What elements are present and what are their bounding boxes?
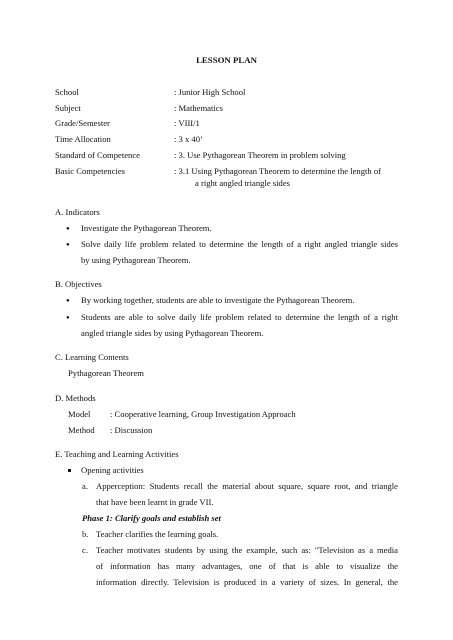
section-d-heading: D. Methods xyxy=(55,393,96,403)
section-a-heading: A. Indicators xyxy=(55,207,100,217)
section-e-heading: E. Teaching and Learning Activities xyxy=(55,449,179,459)
info-value-grade: : VIII/1 xyxy=(174,118,200,128)
info-value-time: : 3 x 40’ xyxy=(174,134,203,144)
item-c-line3: information directly. Television is produced in a variety of sizes. In general, the xyxy=(96,577,398,587)
info-label-grade: Grade/Semester xyxy=(55,118,110,128)
info-label-standard: Standard of Competence xyxy=(55,150,140,160)
info-label-time: Time Allocation xyxy=(55,134,111,144)
item-a-line2: that have been learnt in grade VII. xyxy=(96,497,214,507)
section-b-heading: B. Objectives xyxy=(55,279,102,289)
page-title: LESSON PLAN xyxy=(196,55,257,65)
method-method-label: Method xyxy=(68,425,95,435)
item-a-marker: a. xyxy=(82,481,88,491)
item-b-text: Teacher clarifies the learning goals. xyxy=(96,529,219,539)
info-value-basic-cont: a right angled triangle sides xyxy=(195,178,290,188)
item-a-line1: Apperception: Students recall the material about square, square root, and triangle xyxy=(96,481,398,491)
item-c-line1: Teacher motivates students by using the example, such as: "Television as a media xyxy=(96,545,398,555)
indicator-item-2-line2: by using Pythagorean Theorem. xyxy=(81,255,191,265)
item-c-marker: c. xyxy=(82,545,88,555)
item-b-marker: b. xyxy=(82,529,89,539)
opening-activities: Opening activities xyxy=(81,465,144,475)
info-value-basic: : 3.1 Using Pythagorean Theorem to determine the length of xyxy=(174,166,381,176)
method-model-value: : Cooperative learning, Group Investigation Approach xyxy=(110,409,296,419)
info-value-school: : Junior High School xyxy=(174,87,246,97)
learning-content: Pythagorean Theorem xyxy=(68,368,144,378)
bullet-icon: ● xyxy=(66,298,70,304)
bullet-icon: ● xyxy=(66,315,70,321)
bullet-icon: ● xyxy=(66,242,70,248)
info-value-subject: : Mathematics xyxy=(174,103,223,113)
indicator-item-2-line1: Solve daily life problem related to determine the length of a right angled triangle sides xyxy=(81,239,398,249)
info-label-basic: Basic Competencies xyxy=(55,166,125,176)
objective-item-2-line1: Students are able to solve daily life problem related to determine the length of a right xyxy=(81,312,398,322)
info-value-standard: : 3. Use Pythagorean Theorem in problem solving xyxy=(174,150,346,160)
bullet-icon: ● xyxy=(66,226,70,232)
item-c-line2: of information has many advantages, one of that is able to visualize the xyxy=(96,561,398,571)
section-c-heading: C. Learning Contents xyxy=(55,352,129,362)
method-method-value: : Discussion xyxy=(110,425,153,435)
indicator-item-1: Investigate the Pythagorean Theorem. xyxy=(81,223,212,233)
method-model-label: Model xyxy=(68,409,91,419)
phase-1-heading: Phase 1: Clarify goals and establish set xyxy=(82,513,221,523)
objective-item-2-line2: angled triangle sides by using Pythagorean Theorem. xyxy=(81,328,264,338)
info-label-subject: Subject xyxy=(55,103,81,113)
square-bullet-icon xyxy=(68,469,71,472)
info-label-school: School xyxy=(55,87,79,97)
objective-item-1: By working together, students are able to investigate the Pythagorean Theorem. xyxy=(81,295,355,305)
